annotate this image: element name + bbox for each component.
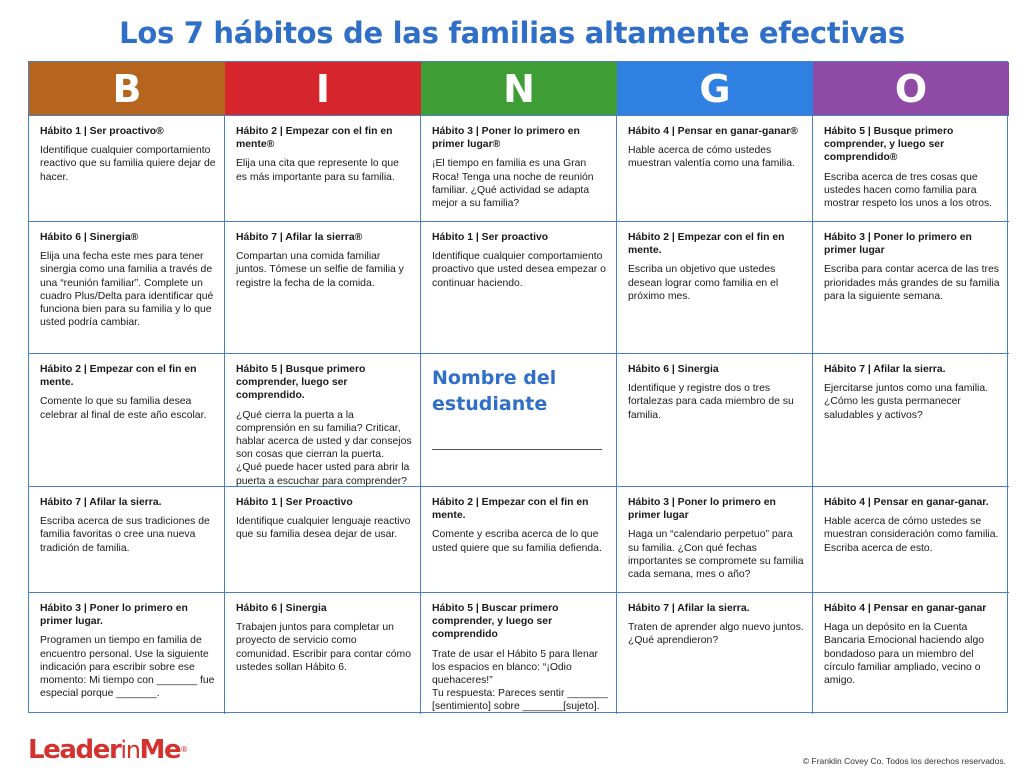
bingo-cell — [813, 486, 1009, 592]
bingo-cell — [225, 592, 421, 714]
logo-leader: Leader — [28, 735, 121, 765]
bingo-cell — [29, 486, 225, 592]
cell-heading: Hábito 7 | Afilar la sierra. — [824, 364, 946, 375]
cell-text: Escriba un objetivo que ustedes desean lograr como familia en el próximo mes. — [628, 264, 779, 302]
bingo-cell — [421, 592, 617, 714]
cell-heading: Hábito 5 | Busque primero comprender, y luego ser comprendido® — [824, 126, 954, 164]
cell-text: Comente lo que su familia desea celebrar al final de este año escolar. — [40, 396, 207, 421]
bingo-cell — [225, 115, 421, 221]
cell-text: ¿Qué cierra la puerta a la comprensión en su familia? Criticar, hablar acerca de usted y dar consejos son cosas que cierran la puerta. ¿Qué puede hacer usted para abrir la puerta a escuchar para comprender? — [236, 409, 412, 486]
cell-heading: Hábito 1 | Ser proactivo — [432, 232, 549, 243]
cell-heading: Hábito 2 | Empezar con el fin en mente. — [628, 232, 785, 257]
logo-mark: ® — [180, 745, 189, 754]
bingo-cell — [617, 221, 813, 353]
bingo-header-n: N — [421, 62, 617, 115]
cell-heading: Hábito 6 | Sinergia — [236, 603, 327, 614]
cell-text: Identifique cualquier comportamiento proactivo que usted desea empezar o continuar haciendo. — [432, 251, 606, 289]
cell-text: Trate de usar el Hábito 5 para llenar los espacios en blanco: “¡Odio quehaceres!” Tu respuesta: Pareces sentir _______ [sentimiento] sobre _______[sujeto]. — [432, 648, 608, 713]
student-name-line[interactable] — [432, 449, 602, 450]
cell-text: Programen un tiempo en familia de encuentro personal. Use la siguiente indicación para escribir sobre ese momento: Mi tiempo con _______ fue especial porque _______. — [40, 635, 215, 700]
cell-text: Traten de aprender algo nuevo juntos. ¿Qué aprendieron? — [628, 622, 804, 647]
student-name-label: Nombre del estudiante — [432, 367, 557, 415]
bingo-cell — [29, 115, 225, 221]
bingo-cell — [813, 115, 1009, 221]
cell-heading: Hábito 7 | Afilar la sierra. — [628, 603, 750, 614]
cell-heading: Hábito 6 | Sinergia® — [40, 232, 139, 243]
bingo-header-i: I — [225, 62, 421, 115]
bingo-cell — [617, 592, 813, 714]
bingo-cell — [225, 353, 421, 486]
bingo-cell — [617, 353, 813, 486]
cell-text: Elija una cita que represente lo que es más importante para su familia. — [236, 158, 399, 183]
bingo-cell — [617, 115, 813, 221]
cell-heading: Hábito 3 | Poner lo primero en primer lugar — [628, 497, 776, 522]
cell-heading: Hábito 7 | Afilar la sierra. — [40, 497, 162, 508]
cell-text: Escriba acerca de tres cosas que ustedes hacen como familia para mostrar respeto los unos a los otros. — [824, 171, 993, 210]
cell-heading: Hábito 2 | Empezar con el fin en mente. — [40, 364, 197, 389]
bingo-cell — [225, 486, 421, 592]
bingo-cell — [617, 486, 813, 592]
cell-heading: Hábito 3 | Poner lo primero en primer lugar — [824, 232, 972, 257]
cell-heading: Hábito 6 | Sinergia — [628, 364, 719, 375]
logo-me: Me — [139, 735, 181, 765]
leader-in-me-logo — [28, 735, 188, 765]
cell-text: Haga un depósito en la Cuenta Bancaria Emocional haciendo algo bondadoso para un miembro del círculo familiar ampliado, vecino o amigo. — [824, 622, 985, 687]
cell-text: Hable acerca de cómo ustedes se muestran consideración como familia. Escriba acerca de esto. — [824, 516, 999, 554]
cell-heading: Hábito 5 | Buscar primero comprender, y luego ser comprendido — [432, 603, 559, 641]
cell-text: Elija una fecha este mes para tener sinergia como una familia a través de una “reunión familiar”. Complete un cuadro Plus/Delta para identificar qué funciona bien para su familia y lo que usted podría cambiar. — [40, 251, 214, 329]
cell-text: Identifique cualquier comportamiento reactivo que su familia quiere dejar de hacer. — [40, 145, 216, 183]
student-name-cell — [421, 353, 617, 486]
cell-text: Trabajen juntos para completar un proyecto de servicio como comunidad. Escribir para contar cómo ustedes sollan Hábito 6. — [236, 622, 411, 673]
cell-text: Comente y escriba acerca de lo que usted quiere que su familia defienda. — [432, 529, 602, 554]
bingo-board — [28, 61, 1008, 713]
cell-heading: Hábito 1 | Ser proactivo® — [40, 126, 164, 137]
bingo-cell — [421, 115, 617, 221]
cell-heading: Hábito 5 | Busque primero comprender, luego ser comprendido. — [236, 364, 366, 402]
cell-heading: Hábito 2 | Empezar con el fin en mente® — [236, 126, 393, 151]
cell-text: Ejercitarse juntos como una familia. ¿Cómo les gusta permanecer saludables y activos? — [824, 383, 989, 421]
bingo-header-b: B — [29, 62, 225, 115]
page-title: Los 7 hábitos de las familias altamente efectivas — [119, 16, 905, 50]
cell-heading: Hábito 2 | Empezar con el fin en mente. — [432, 497, 589, 522]
cell-heading: Hábito 4 | Pensar en ganar-ganar. — [824, 497, 989, 508]
cell-text: Identifique y registre dos o tres fortalezas para cada miembro de su familia. — [628, 383, 794, 421]
bingo-cell — [29, 221, 225, 353]
cell-heading: Hábito 3 | Poner lo primero en primer lugar. — [40, 603, 188, 628]
cell-text: Identifique cualquier lenguaje reactivo que su familia desea dejar de usar. — [236, 516, 411, 541]
bingo-header-g: G — [617, 62, 813, 115]
cell-text: Hable acerca de cómo ustedes muestran valentía como una familia. — [628, 145, 795, 170]
cell-text: Escriba acerca de sus tradiciones de familia favoritas o cree una nueva tradición de familia. — [40, 516, 210, 554]
bingo-cell — [225, 221, 421, 353]
cell-heading: Hábito 4 | Pensar en ganar-ganar® — [628, 126, 798, 137]
bingo-cell — [29, 353, 225, 486]
bingo-cell — [813, 221, 1009, 353]
bingo-cell — [813, 592, 1009, 714]
bingo-cell — [29, 592, 225, 714]
bingo-header-o: O — [813, 62, 1009, 115]
bingo-cell — [421, 486, 617, 592]
cell-heading: Hábito 1 | Ser Proactivo — [236, 497, 353, 508]
cell-heading: Hábito 3 | Poner lo primero en primer lugar® — [432, 126, 580, 151]
bingo-cell — [421, 221, 617, 353]
cell-text: Haga un “calendario perpetuo” para su familia. ¿Con qué fechas importantes se compromete su familia cada semana, mes o año? — [628, 529, 804, 581]
bingo-cell — [813, 353, 1009, 486]
cell-text: Compartan una comida familiar juntos. Tómese un selfie de familia y registre la fecha de la comida. — [236, 251, 404, 289]
logo-in: in — [120, 736, 140, 764]
cell-heading: Hábito 7 | Afilar la sierra® — [236, 232, 363, 243]
cell-text: ¡El tiempo en familia es una Gran Roca! Tenga una noche de reunión familiar. ¿Qué actividad se adapta mejor a su familia? — [432, 158, 594, 210]
copyright-notice: © Franklin Covey Co. Todos los derechos reservados. — [802, 756, 1006, 766]
cell-heading: Hábito 4 | Pensar en ganar-ganar — [824, 603, 987, 614]
cell-text: Escriba para contar acerca de las tres prioridades más grandes de su familia para la siguiente semana. — [824, 264, 1000, 302]
